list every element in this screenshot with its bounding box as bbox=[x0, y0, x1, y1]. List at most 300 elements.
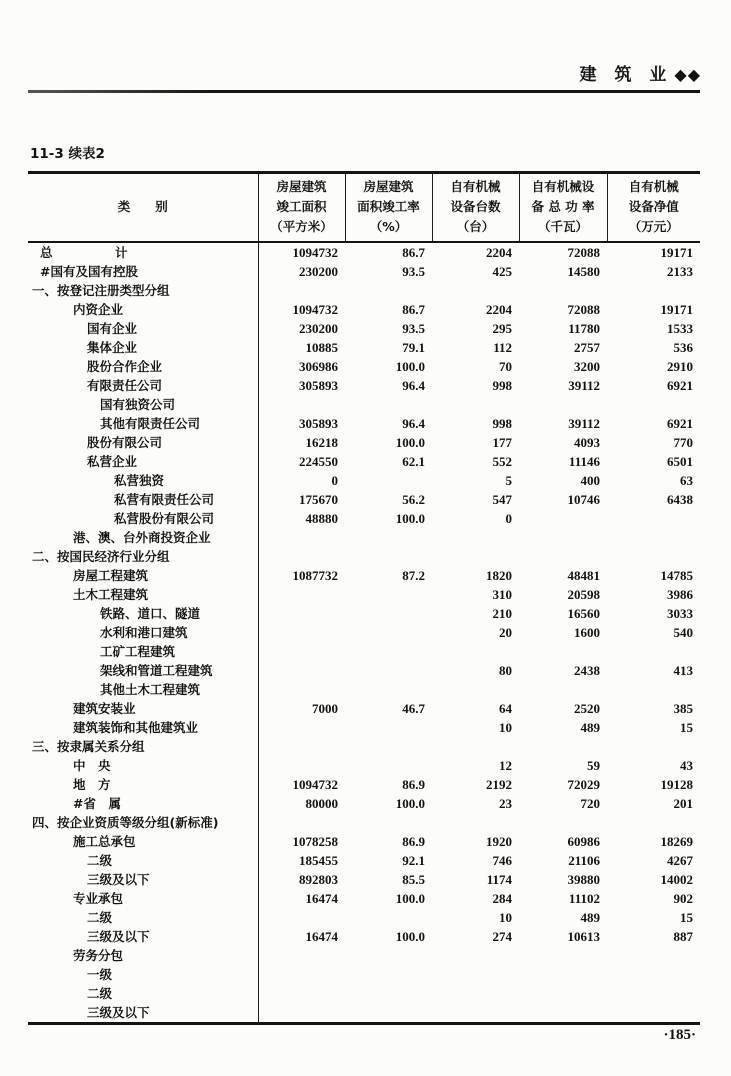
table-row bbox=[28, 984, 700, 1003]
cell: 310 bbox=[492, 586, 512, 602]
cell: 552 bbox=[492, 453, 512, 469]
cell bbox=[258, 756, 345, 775]
cell bbox=[607, 642, 700, 661]
cell: 46.7 bbox=[402, 700, 425, 716]
column-header-line: 房屋建筑 bbox=[363, 179, 414, 195]
cell bbox=[519, 737, 607, 756]
cell bbox=[432, 642, 519, 661]
cell bbox=[345, 604, 432, 623]
cell: 2438 bbox=[574, 662, 600, 678]
cell: 80000 bbox=[305, 795, 338, 811]
row-label: 施工总承包 bbox=[28, 832, 258, 851]
cell: 39112 bbox=[568, 377, 600, 393]
cell: 230200 bbox=[299, 320, 338, 336]
cell bbox=[258, 623, 345, 642]
cell bbox=[432, 737, 519, 756]
table-row bbox=[28, 452, 700, 471]
cell: 284 bbox=[492, 890, 512, 906]
cell: 998 bbox=[492, 415, 512, 431]
cell: 63 bbox=[680, 472, 693, 488]
column-header-line: 设备台数 bbox=[450, 199, 501, 215]
cell: 425 bbox=[492, 263, 512, 279]
cell: 1087732 bbox=[292, 567, 338, 583]
cell bbox=[607, 965, 700, 984]
cell bbox=[258, 718, 345, 737]
table-row bbox=[28, 889, 700, 908]
table-row bbox=[28, 832, 700, 851]
cell: 1078258 bbox=[292, 833, 338, 849]
cell bbox=[432, 528, 519, 547]
row-label: 有限责任公司 bbox=[28, 376, 258, 395]
cell: 10885 bbox=[305, 339, 338, 355]
table-row bbox=[28, 813, 700, 832]
cell bbox=[258, 965, 345, 984]
cell: 1174 bbox=[486, 871, 512, 887]
cell bbox=[258, 528, 345, 547]
table-row bbox=[28, 242, 700, 262]
row-label: 股份有限公司 bbox=[28, 433, 258, 452]
row-label: 架线和管道工程建筑 bbox=[28, 661, 258, 680]
cell bbox=[519, 946, 607, 965]
cell: 224550 bbox=[299, 453, 338, 469]
diamond-icon: ◆◆ bbox=[674, 65, 701, 84]
cell: 175670 bbox=[299, 491, 338, 507]
cell bbox=[519, 642, 607, 661]
cell bbox=[258, 604, 345, 623]
table-row bbox=[28, 1003, 700, 1024]
cell: 6921 bbox=[667, 377, 693, 393]
cell: 19171 bbox=[660, 244, 693, 260]
column-header bbox=[345, 173, 432, 242]
cell: 1094732 bbox=[292, 776, 338, 792]
cell bbox=[432, 965, 519, 984]
table-row bbox=[28, 946, 700, 965]
table-row bbox=[28, 718, 700, 737]
cell bbox=[519, 395, 607, 414]
cell: 489 bbox=[580, 909, 600, 925]
cell: 1920 bbox=[486, 833, 512, 849]
cell bbox=[607, 984, 700, 1003]
cell: 1094732 bbox=[292, 301, 338, 317]
row-label: 其他有限责任公司 bbox=[28, 414, 258, 433]
cell: 43 bbox=[680, 757, 693, 773]
cell: 413 bbox=[673, 662, 693, 678]
cell: 4267 bbox=[667, 852, 693, 868]
table-row bbox=[28, 661, 700, 680]
column-header bbox=[607, 173, 700, 242]
cell bbox=[345, 623, 432, 642]
table-row bbox=[28, 281, 700, 300]
cell: 92.1 bbox=[402, 852, 425, 868]
cell: 18269 bbox=[660, 833, 693, 849]
table-row bbox=[28, 433, 700, 452]
cell: 720 bbox=[580, 795, 600, 811]
cell bbox=[258, 984, 345, 1003]
cell: 19171 bbox=[660, 301, 693, 317]
cell bbox=[258, 547, 345, 566]
cell: 10 bbox=[499, 719, 512, 735]
table-row bbox=[28, 851, 700, 870]
column-header bbox=[258, 173, 345, 242]
column-header-line: 设备净值 bbox=[628, 199, 679, 215]
cell bbox=[519, 547, 607, 566]
cell bbox=[519, 680, 607, 699]
cell: 85.5 bbox=[402, 871, 425, 887]
cell: 96.4 bbox=[402, 415, 425, 431]
cell bbox=[607, 395, 700, 414]
table-row bbox=[28, 395, 700, 414]
cell: 1820 bbox=[486, 567, 512, 583]
cell: 305893 bbox=[299, 377, 338, 393]
cell: 100.0 bbox=[395, 795, 425, 811]
cell: 21106 bbox=[568, 852, 600, 868]
cell bbox=[607, 528, 700, 547]
cell: 100.0 bbox=[395, 890, 425, 906]
cell bbox=[607, 509, 700, 528]
cell: 16560 bbox=[567, 605, 600, 621]
cell: 64 bbox=[499, 700, 512, 716]
page-number: ·185· bbox=[663, 1027, 696, 1043]
table-row bbox=[28, 319, 700, 338]
cell bbox=[432, 984, 519, 1003]
row-label: 三级及以下 bbox=[28, 870, 258, 889]
column-header-line: 房屋建筑 bbox=[276, 179, 327, 195]
cell bbox=[432, 946, 519, 965]
table-row bbox=[28, 566, 700, 585]
cell: 11146 bbox=[568, 453, 600, 469]
row-label: 一、按登记注册类型分组 bbox=[28, 281, 258, 300]
cell: 39112 bbox=[568, 415, 600, 431]
cell bbox=[519, 281, 607, 300]
cell: 96.4 bbox=[402, 377, 425, 393]
cell bbox=[432, 547, 519, 566]
cell bbox=[258, 813, 345, 832]
row-label: 建筑安装业 bbox=[28, 699, 258, 718]
cell bbox=[345, 908, 432, 927]
cell: 998 bbox=[492, 377, 512, 393]
row-label: 地 方 bbox=[28, 775, 258, 794]
cell bbox=[607, 547, 700, 566]
row-label: 国有企业 bbox=[28, 319, 258, 338]
cell: 0 bbox=[505, 510, 512, 526]
table-row bbox=[28, 737, 700, 756]
row-label: 二级 bbox=[28, 984, 258, 1003]
table-row bbox=[28, 623, 700, 642]
row-label: #省 属 bbox=[28, 794, 258, 813]
cell: 746 bbox=[492, 852, 512, 868]
cell: 385 bbox=[673, 700, 693, 716]
cell: 100.0 bbox=[395, 928, 425, 944]
table-row bbox=[28, 414, 700, 433]
chapter-title: 建 筑 业 bbox=[579, 65, 673, 85]
cell: 100.0 bbox=[395, 434, 425, 450]
cell bbox=[607, 737, 700, 756]
table-title: 11-3 续表2 bbox=[30, 146, 105, 162]
cell: 19128 bbox=[660, 776, 693, 792]
table-row bbox=[28, 908, 700, 927]
column-header-line: 类 别 bbox=[117, 199, 168, 215]
row-label: 工矿工程建筑 bbox=[28, 642, 258, 661]
cell: 86.9 bbox=[402, 833, 425, 849]
cell: 887 bbox=[673, 928, 693, 944]
cell bbox=[607, 1003, 700, 1024]
row-label: 私营股份有限公司 bbox=[28, 509, 258, 528]
cell: 2204 bbox=[486, 301, 512, 317]
cell bbox=[258, 1003, 345, 1024]
row-label: 私营有限责任公司 bbox=[28, 490, 258, 509]
cell bbox=[258, 661, 345, 680]
cell bbox=[432, 1003, 519, 1024]
cell: 20598 bbox=[567, 586, 600, 602]
row-label: 房屋工程建筑 bbox=[28, 566, 258, 585]
cell: 305893 bbox=[299, 415, 338, 431]
cell: 489 bbox=[580, 719, 600, 735]
cell: 48481 bbox=[567, 567, 600, 583]
cell: 1533 bbox=[667, 320, 693, 336]
cell bbox=[519, 528, 607, 547]
cell: 11780 bbox=[568, 320, 600, 336]
cell bbox=[432, 281, 519, 300]
cell bbox=[345, 471, 432, 490]
cell: 10 bbox=[499, 909, 512, 925]
row-label: 一级 bbox=[28, 965, 258, 984]
cell bbox=[607, 946, 700, 965]
stats-table bbox=[28, 171, 700, 1025]
column-header bbox=[432, 173, 519, 242]
cell: 540 bbox=[673, 624, 693, 640]
header-rule bbox=[28, 90, 700, 93]
cell: 14785 bbox=[660, 567, 693, 583]
cell bbox=[345, 661, 432, 680]
cell: 62.1 bbox=[402, 453, 425, 469]
cell bbox=[519, 965, 607, 984]
cell: 536 bbox=[673, 339, 693, 355]
cell bbox=[258, 585, 345, 604]
cell: 86.9 bbox=[402, 776, 425, 792]
cell: 2520 bbox=[574, 700, 600, 716]
cell bbox=[607, 281, 700, 300]
cell bbox=[519, 984, 607, 1003]
row-label: #国有及国有控股 bbox=[28, 262, 258, 281]
row-label: 总 计 bbox=[28, 242, 258, 262]
cell: 902 bbox=[673, 890, 693, 906]
cell: 14580 bbox=[567, 263, 600, 279]
cell: 10746 bbox=[567, 491, 600, 507]
cell bbox=[432, 813, 519, 832]
table-row bbox=[28, 642, 700, 661]
cell: 5 bbox=[505, 472, 512, 488]
cell: 3986 bbox=[667, 586, 693, 602]
row-label: 股份合作企业 bbox=[28, 357, 258, 376]
table-row bbox=[28, 376, 700, 395]
row-label: 劳务分包 bbox=[28, 946, 258, 965]
cell bbox=[345, 680, 432, 699]
table-row bbox=[28, 528, 700, 547]
table-row bbox=[28, 585, 700, 604]
cell: 86.7 bbox=[402, 244, 425, 260]
cell bbox=[345, 965, 432, 984]
column-header bbox=[519, 173, 607, 242]
cell bbox=[345, 718, 432, 737]
cell: 2133 bbox=[667, 263, 693, 279]
table-row bbox=[28, 756, 700, 775]
cell bbox=[258, 946, 345, 965]
cell: 6501 bbox=[667, 453, 693, 469]
column-header-line: （千瓦） bbox=[537, 219, 588, 235]
row-label: 私营独资 bbox=[28, 471, 258, 490]
cell bbox=[345, 946, 432, 965]
cell bbox=[345, 737, 432, 756]
cell bbox=[258, 737, 345, 756]
cell bbox=[345, 547, 432, 566]
cell: 70 bbox=[499, 358, 512, 374]
cell: 16474 bbox=[305, 928, 338, 944]
column-header-line: 竣工面积 bbox=[276, 199, 327, 215]
cell bbox=[519, 1003, 607, 1024]
cell: 0 bbox=[331, 472, 338, 488]
cell: 210 bbox=[492, 605, 512, 621]
cell bbox=[345, 756, 432, 775]
cell bbox=[345, 642, 432, 661]
cell: 14002 bbox=[660, 871, 693, 887]
page-header-title bbox=[580, 60, 701, 85]
row-label: 国有独资公司 bbox=[28, 395, 258, 414]
cell: 201 bbox=[673, 795, 693, 811]
cell: 3033 bbox=[667, 605, 693, 621]
row-label: 二级 bbox=[28, 851, 258, 870]
table-row bbox=[28, 338, 700, 357]
cell: 59 bbox=[587, 757, 600, 773]
cell: 295 bbox=[492, 320, 512, 336]
cell bbox=[607, 680, 700, 699]
cell bbox=[345, 585, 432, 604]
cell: 230200 bbox=[299, 263, 338, 279]
table-row bbox=[28, 965, 700, 984]
table-row bbox=[28, 927, 700, 946]
row-label: 三级及以下 bbox=[28, 927, 258, 946]
cell: 3200 bbox=[574, 358, 600, 374]
cell: 400 bbox=[580, 472, 600, 488]
cell: 15 bbox=[680, 909, 693, 925]
row-label: 私营企业 bbox=[28, 452, 258, 471]
row-label: 铁路、道口、隧道 bbox=[28, 604, 258, 623]
cell bbox=[345, 1003, 432, 1024]
column-header-line: 面积竣工率 bbox=[357, 199, 420, 215]
cell: 1094732 bbox=[292, 244, 338, 260]
cell: 6438 bbox=[667, 491, 693, 507]
cell: 2204 bbox=[486, 244, 512, 260]
cell: 547 bbox=[492, 491, 512, 507]
table-row bbox=[28, 357, 700, 376]
cell: 100.0 bbox=[395, 510, 425, 526]
cell bbox=[519, 509, 607, 528]
table-row bbox=[28, 490, 700, 509]
row-label: 三级及以下 bbox=[28, 1003, 258, 1024]
cell bbox=[345, 395, 432, 414]
table-body bbox=[28, 242, 700, 1024]
cell: 20 bbox=[499, 624, 512, 640]
table-row bbox=[28, 699, 700, 718]
cell bbox=[258, 395, 345, 414]
row-label: 内资企业 bbox=[28, 300, 258, 319]
column-header-line: （平方米） bbox=[270, 219, 333, 235]
table-row bbox=[28, 680, 700, 699]
cell: 87.2 bbox=[402, 567, 425, 583]
cell: 72088 bbox=[567, 301, 600, 317]
cell bbox=[345, 281, 432, 300]
cell: 80 bbox=[499, 662, 512, 678]
cell: 185455 bbox=[299, 852, 338, 868]
row-label: 专业承包 bbox=[28, 889, 258, 908]
cell: 1600 bbox=[574, 624, 600, 640]
row-label: 二级 bbox=[28, 908, 258, 927]
cell: 2910 bbox=[667, 358, 693, 374]
row-label: 中 央 bbox=[28, 756, 258, 775]
cell: 72029 bbox=[567, 776, 600, 792]
cell: 6921 bbox=[667, 415, 693, 431]
cell: 16474 bbox=[305, 890, 338, 906]
cell: 93.5 bbox=[402, 320, 425, 336]
row-label: 二、按国民经济行业分组 bbox=[28, 547, 258, 566]
row-label: 三、按隶属关系分组 bbox=[28, 737, 258, 756]
cell bbox=[258, 281, 345, 300]
cell: 15 bbox=[680, 719, 693, 735]
cell: 86.7 bbox=[402, 301, 425, 317]
column-header-line: 自有机械 bbox=[450, 179, 501, 195]
cell: 23 bbox=[499, 795, 512, 811]
cell bbox=[519, 813, 607, 832]
cell: 7000 bbox=[312, 700, 338, 716]
column-header-line: （%） bbox=[369, 219, 408, 235]
table-row bbox=[28, 300, 700, 319]
cell: 177 bbox=[492, 434, 512, 450]
cell: 12 bbox=[499, 757, 512, 773]
cell bbox=[258, 908, 345, 927]
table-row bbox=[28, 794, 700, 813]
cell: 770 bbox=[673, 434, 693, 450]
column-header-line: （台） bbox=[456, 219, 495, 235]
row-label: 集体企业 bbox=[28, 338, 258, 357]
cell: 2192 bbox=[486, 776, 512, 792]
cell: 56.2 bbox=[402, 491, 425, 507]
column-header-line: 自有机械 bbox=[628, 179, 679, 195]
cell bbox=[345, 528, 432, 547]
column-header bbox=[28, 173, 258, 242]
cell: 892803 bbox=[299, 871, 338, 887]
cell: 10613 bbox=[567, 928, 600, 944]
row-label: 其他土木工程建筑 bbox=[28, 680, 258, 699]
table-row bbox=[28, 547, 700, 566]
row-label: 四、按企业资质等级分组(新标准) bbox=[28, 813, 258, 832]
cell: 2757 bbox=[574, 339, 600, 355]
row-label: 建筑装饰和其他建筑业 bbox=[28, 718, 258, 737]
cell: 274 bbox=[492, 928, 512, 944]
table-header-row bbox=[28, 173, 700, 242]
cell bbox=[432, 395, 519, 414]
table-row bbox=[28, 509, 700, 528]
cell: 39880 bbox=[567, 871, 600, 887]
table-row bbox=[28, 775, 700, 794]
cell bbox=[432, 680, 519, 699]
table-row bbox=[28, 870, 700, 889]
row-label: 港、澳、台外商投资企业 bbox=[28, 528, 258, 547]
cell bbox=[258, 642, 345, 661]
cell: 11102 bbox=[568, 890, 600, 906]
cell: 93.5 bbox=[402, 263, 425, 279]
cell: 306986 bbox=[299, 358, 338, 374]
table-row bbox=[28, 262, 700, 281]
column-header-line: （万元） bbox=[628, 219, 679, 235]
